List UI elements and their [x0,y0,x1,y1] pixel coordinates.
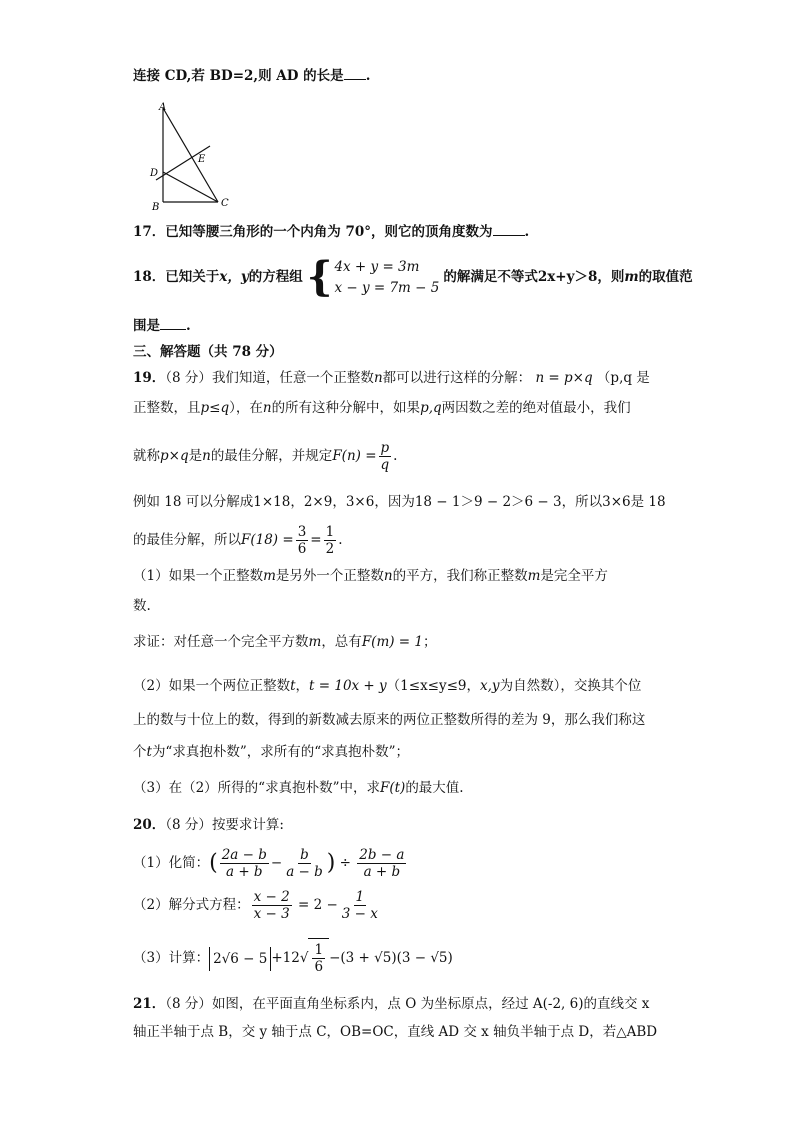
triangle-figure [148,100,238,215]
q19-part3: （3）在（2）所得的“求真抱朴数”中，求F(t)的最大值. [133,780,464,796]
segment-ac [163,108,218,202]
label-c: C [221,198,229,209]
fraction: $\frac{2a - b}{a + b}$ [221,847,267,880]
q19-part2: （2）如果一个两位正整数t，t = 10x + y（1≤x≤y≤9，x,y为自然数），交换其个位 [133,678,642,694]
q19-part2-cont: 上的数与十位上的数，得到的新数减去原来的两位正整数所得的差为 9，那么我们称这 [133,712,646,728]
q19-example2: 的最佳分解，所以F(18) = $\frac{3}{6}$ = $\frac{1}{2}$ . [133,524,343,557]
q21-line2: 轴正半轴于点 B，交 y 轴于点 C，OB=OC，直线 AD 交 x 轴负半轴于点 D，若△ABD [133,1024,658,1040]
q19-part1-cont: 数. [133,598,151,614]
q19-line1: 19．（8 分）我们知道，任意一个正整数n都可以进行这样的分解： n = p×q （p,q 是 [133,370,650,386]
label-e: E [198,154,206,165]
q20-part3: （3）计算： 2√6 − 5 +12√ $\frac{1}{6}$ −(3 + √5)(3 − √5) [133,938,453,977]
q20-part2: （2）解分式方程： $\frac{x - 2}{x - 3}$ = 2 − $\frac{1}{3 - x}$ [133,889,378,922]
q16-line: 连接 CD,若 BD=2,则 AD 的长是 . [133,68,371,84]
q17-line: 17．已知等腰三角形的一个内角为 70°，则它的顶角度数为 . [133,224,530,240]
answer-blank [344,67,366,80]
fraction: $\frac{2b - a}{a + b}$ [359,847,405,880]
label-d: D [150,168,159,179]
fraction: $\frac{1}{6}$ [314,942,324,975]
q19-example1: 例如 18 可以分解成1×18，2×9，3×6，因为18 − 1＞9 − 2＞6 − 3，所以3×6是 18 [133,494,666,510]
q19-line2: 正整数，且p≤q），在n的所有这种分解中，如果p,q两因数之差的绝对值最小，我们 [133,400,631,416]
answer-blank [493,223,525,236]
q20-title: 20．（8 分）按要求计算: [133,817,284,833]
q21-line1: 21．（8 分）如图，在平面直角坐标系内，点 O 为坐标原点，经过 A(-2, 6)的直线交 x [133,996,650,1012]
equation-system: { 4x + y = 3m x − y = 7m − 5 [306,252,440,300]
fraction-1-2: $\frac{1}{2}$ [325,524,335,557]
fraction-p-over-q: $\frac{p}{q}$ [380,440,390,473]
q19-proof: 求证：对任意一个完全平方数m，总有F(m) = 1； [133,634,437,650]
q19-part1: （1）如果一个正整数m是另外一个正整数n的平方，我们称正整数m是完全平方 [133,568,608,584]
fraction: $\frac{x - 2}{x - 3}$ [253,889,290,922]
q20-part1: （1）化简：( $\frac{2a - b}{a + b}$ − $\frac{b}{a - b}$ ) ÷ $\frac{2b - a}{a + b}$ [133,847,405,880]
fraction: $\frac{b}{a - b}$ [286,847,323,880]
q18-line: 18．已知关于x，y的方程组 { 4x + y = 3m x − y = 7m − 5 的解满足不等式2x+y＞8，则m的取值范 [133,252,693,300]
fraction-3-6: $\frac{3}{6}$ [297,524,307,557]
answer-blank [160,317,186,330]
label-a: A [159,102,167,113]
q19-part2-cont2: 个t为“求真抱朴数”，求所有的“求真抱朴数”； [133,744,410,760]
q19-line3: 就称p×q是n的最佳分解，并规定F(n) = $\frac{p}{q}$ . [133,440,398,473]
section-title: 三、解答题（共 78 分） [133,344,283,360]
label-b: B [152,202,160,213]
fraction: $\frac{1}{3 - x}$ [341,889,378,922]
q18-line2: 围是 . [133,318,191,334]
